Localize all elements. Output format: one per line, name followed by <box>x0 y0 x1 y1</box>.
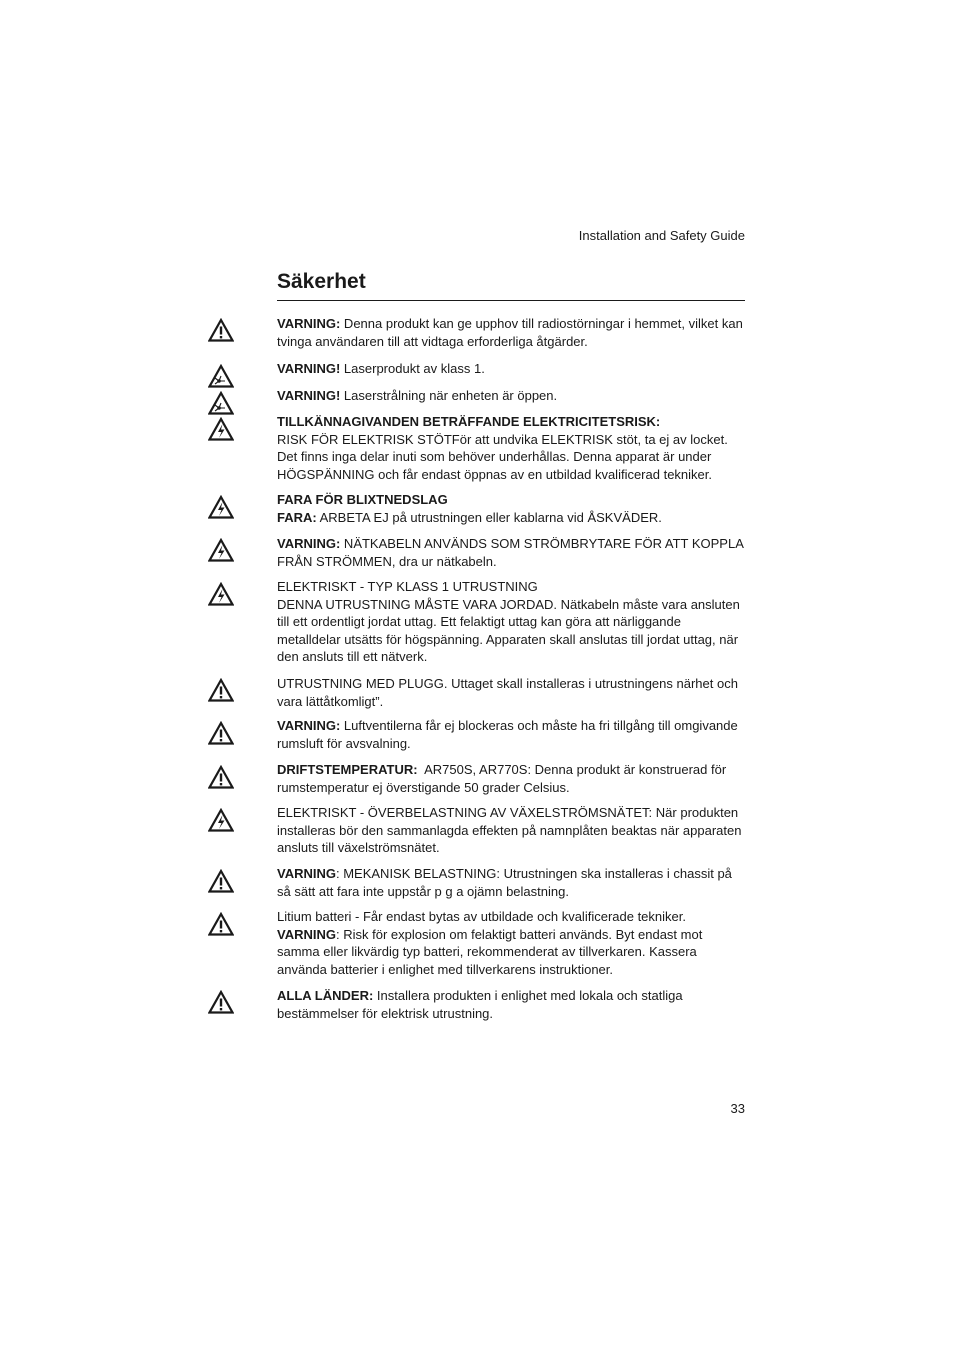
notice-heading: ELEKTRISKT - TYP KLASS 1 UTRUSTNING <box>277 579 538 594</box>
warning-label: VARNING! <box>277 388 341 403</box>
notice-heading: TILLKÄNNAGIVANDEN BETRÄFFANDE ELEKTRICITETSRISK: <box>277 414 661 429</box>
caution-icon <box>208 318 234 342</box>
operating-temperature <box>277 761 747 796</box>
warning-text: : MEKANISK BELASTNING: Utrustningen ska installeras i chassit på så sätt att fara inte uppstår p g a ojämn belastning. <box>277 866 732 899</box>
temperature-text: AR750S, AR770S: Denna produkt är konstruerad för rumstemperatur ej överstigande 50 grader Celsius. <box>277 762 730 795</box>
notice-text: UTRUSTNING MED PLUGG. Uttaget skall installeras i utrustningens närhet och vara lättåtkomligt”. <box>277 676 738 709</box>
warning-label: VARNING: <box>277 718 341 733</box>
warning-label: VARNING <box>277 926 336 942</box>
warning-text: Denna produkt kan ge upphov till radiostörningar i hemmet, vilket kan tvinga användaren till att vidtaga erforderliga åtgärder. <box>277 316 743 349</box>
pluggable-equipment-notice <box>277 675 747 710</box>
page-number: 33 <box>730 1101 745 1116</box>
class1-equipment-notice <box>277 578 747 666</box>
danger-label: FARA: <box>277 509 317 525</box>
battery-note: Litium batteri - Får endast bytas av utbildade och kvalificerade tekniker. <box>277 909 686 924</box>
warning-label: VARNING: <box>277 316 341 331</box>
notice-text: Installera produkten i enlighet med lokala och statliga bestämmelser för elektrisk utrustning. <box>277 988 683 1021</box>
warning-text: : Risk för explosion om felaktigt batteri används. Byt endast mot samma eller likvärdig typ batteri, rekommenderat av tillverkaren. Kassera använda batterier i enlighet med tillverkarens instruktioner. <box>277 926 703 977</box>
caution-icon <box>208 912 234 936</box>
warning-power-cord <box>277 535 747 570</box>
caution-icon <box>208 721 234 745</box>
notice-text: ELEKTRISKT - ÖVERBELASTNING AV VÄXELSTRÖMSNÄTET: När produkten installeras bör den sammanlagda effekten på namnplåten beaktas när apparaten ansluts till växelströmsnätet. <box>277 805 742 856</box>
caution-icon <box>208 765 234 789</box>
warning-text: Laserstrålning när enheten är öppen. <box>340 388 558 403</box>
electric-hazard-icon <box>208 538 234 562</box>
warning-label: VARNING: <box>277 536 341 551</box>
warning-text: Laserprodukt av klass 1. <box>340 361 485 376</box>
battery-warning <box>277 908 747 978</box>
laser-icon <box>208 364 234 388</box>
notice-label: ALLA LÄNDER: <box>277 988 374 1003</box>
electrical-risk-notice <box>277 413 747 483</box>
warning-ventilation <box>277 717 747 752</box>
warning-rf-interference <box>277 315 747 350</box>
danger-heading: FARA FÖR BLIXTNEDSLAG <box>277 492 448 507</box>
title-rule <box>277 300 745 301</box>
temperature-label: DRIFTSTEMPERATUR: <box>277 762 418 777</box>
electric-hazard-icon <box>208 808 234 832</box>
page-title: Säkerhet <box>277 270 366 293</box>
mains-overload-notice <box>277 804 747 857</box>
caution-icon <box>208 678 234 702</box>
electric-hazard-icon <box>208 495 234 519</box>
danger-text: ARBETA EJ på utrustningen eller kablarna vid ÅSKVÄDER. <box>316 509 662 525</box>
warning-laser-class <box>277 360 747 378</box>
electric-hazard-icon <box>208 417 234 441</box>
laser-icon <box>208 391 234 415</box>
warning-mechanical-loading <box>277 865 747 900</box>
warning-label: VARNING <box>277 866 336 881</box>
notice-text: DENNA UTRUSTNING MÅSTE VARA JORDAD. Nätkabeln måste vara ansluten till ett ordentligt jordat uttag. Ett felaktigt uttag kan göra att närliggande metalldelar utsätts för högspänning. Apparaten skall anslutas till jordat uttag, när den ansluts till ett nätverk. <box>277 596 740 665</box>
warning-label: VARNING! <box>277 361 341 376</box>
caution-icon <box>208 990 234 1014</box>
electric-hazard-icon <box>208 582 234 606</box>
lightning-danger <box>277 491 747 526</box>
all-countries-notice <box>277 987 747 1022</box>
warning-laser-radiation <box>277 387 747 405</box>
warning-text: Luftventilerna får ej blockeras och måste ha fri tillgång till omgivande rumsluft för avsvalning. <box>277 718 738 751</box>
warning-text: NÄTKABELN ANVÄNDS SOM STRÖMBRYTARE FÖR ATT KOPPLA FRÅN STRÖMMEN, dra ur nätkabeln. <box>277 536 744 569</box>
caution-icon <box>208 869 234 893</box>
notice-text: RISK FÖR ELEKTRISK STÖTFör att undvika ELEKTRISK stöt, ta ej av locket. Det finns inga delar inuti som behöver underhållas. Denna apparat är under HÖGSPÄNNING och får endast öppnas av en utbildad kvalificerad tekniker. <box>277 431 728 482</box>
running-head: Installation and Safety Guide <box>578 228 745 243</box>
